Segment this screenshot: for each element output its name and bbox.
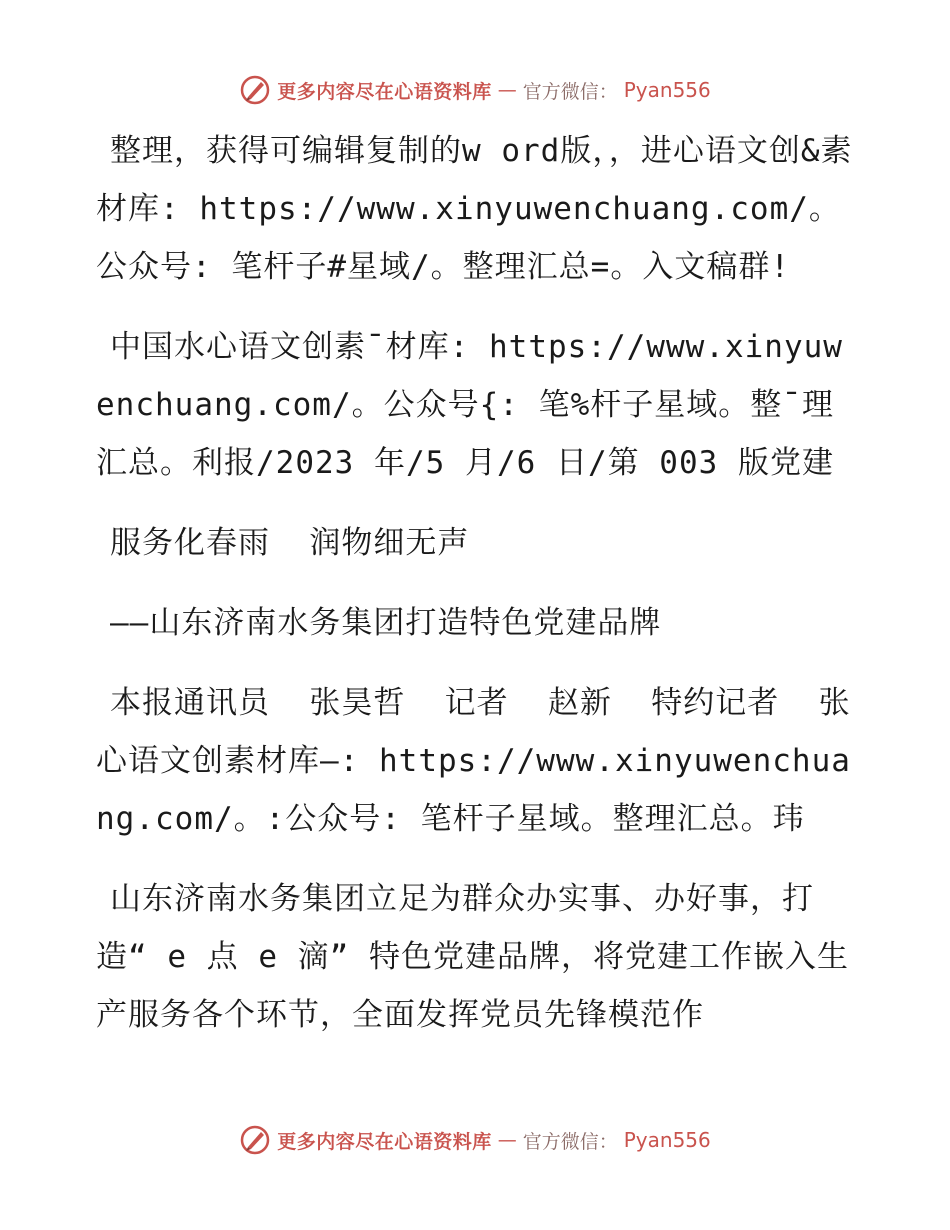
header-banner-text: 更多内容尽在心语资料库: [277, 80, 492, 103]
document-body: [96, 122, 856, 1066]
header-banner-dash: —: [497, 79, 517, 101]
header-wechat-id: Pyan556: [623, 78, 711, 102]
quill-pen-logo-icon: [239, 1124, 271, 1156]
page-footer-banner: [0, 1120, 950, 1160]
body-paragraph: 山东济南水务集团立足为群众办实事、办好事，打造“ e 点 e 滴” 特色党建品牌，将党建工作嵌入生产服务各个环节，全面发挥党员先锋模范作: [96, 881, 849, 1033]
footer-wechat-id: Pyan556: [623, 1128, 711, 1152]
paragraph-1: 整理，获得可编辑复制的w ord版，，进心语文创&素材库: https://www.xinyuwenchuang.com/。公众号: 笔杆子#星域/。整理汇总=。入文稿群!: [96, 133, 853, 285]
paragraph-2: 中国水心语文创素¯材库: https://www.xinyuwenchuang.com/。公众号{: 笔%杆子星域。整¯理汇总。利报/2023 年/5 月/6 日/第 003 版党建: [96, 329, 843, 481]
footer-banner-dash: —: [497, 1129, 517, 1151]
page-header-banner: [0, 70, 950, 110]
header-wechat-label: 官方微信：: [522, 80, 618, 103]
footer-wechat-label: 官方微信：: [522, 1130, 618, 1153]
footer-banner-text: 更多内容尽在心语资料库: [277, 1130, 492, 1153]
article-subtitle: ——山东济南水务集团打造特色党建品牌: [110, 605, 662, 641]
article-title: 服务化春雨 润物细无声: [110, 525, 470, 561]
quill-pen-logo-icon: [239, 74, 271, 106]
byline-paragraph: 本报通讯员 张昊哲 记者 赵新 特约记者 张心语文创素材库—: https://www.xinyuwenchuang.com/。:公众号: 笔杆子星域。整理汇总。玮: [96, 685, 851, 837]
